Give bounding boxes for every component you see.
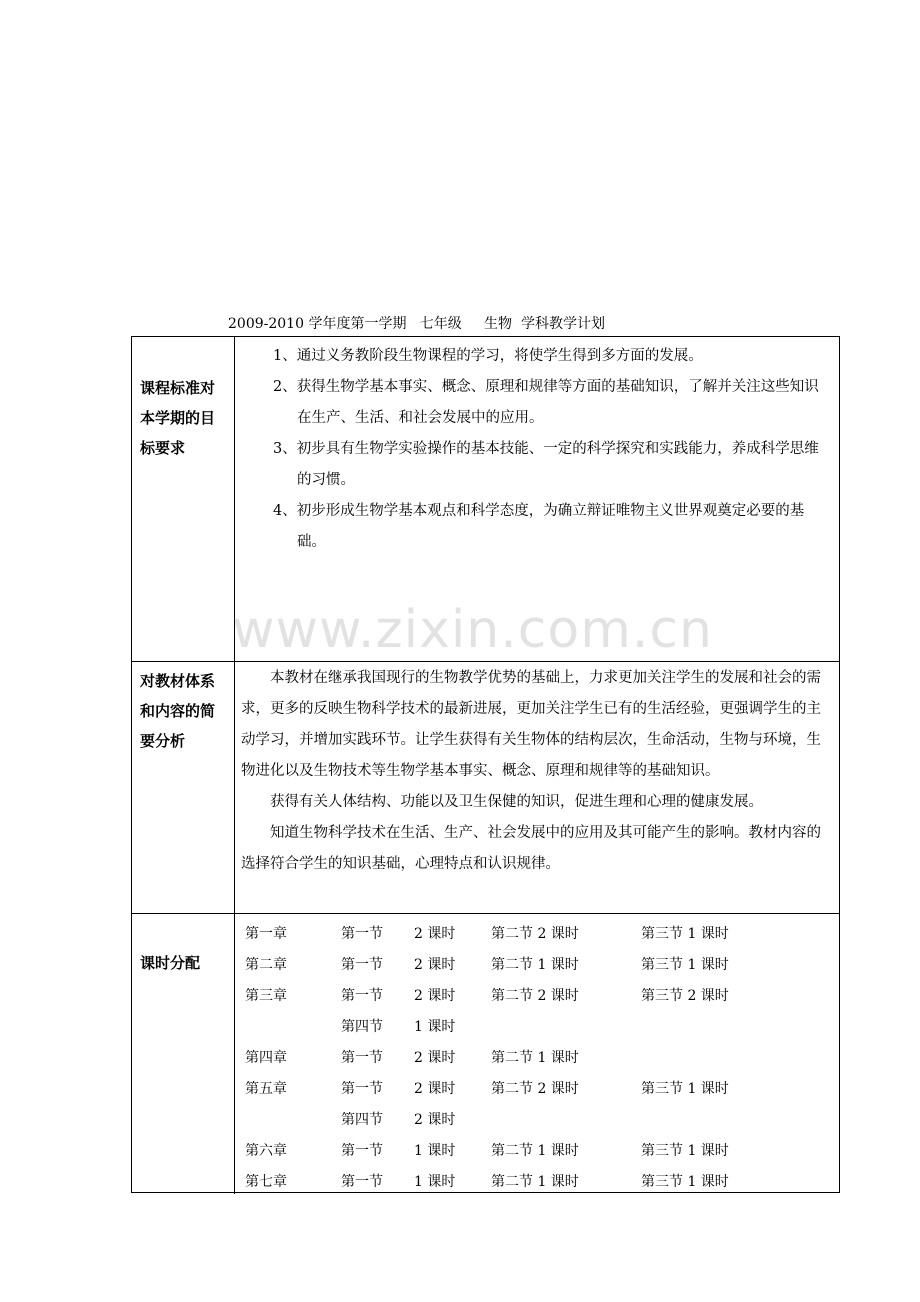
schedule-row (132, 914, 839, 1194)
section-cell: 第一节 (341, 1081, 383, 1097)
goals-row (132, 337, 839, 662)
schedule-line (235, 1167, 839, 1198)
section-2-cell: 第二节 2 课时 (491, 926, 579, 942)
schedule-line (235, 1043, 839, 1074)
schedule-line (235, 950, 839, 981)
chapter-cell: 第二章 (245, 957, 287, 973)
hours-cell: 2 课时 (414, 1050, 456, 1066)
chapter-cell: 第六章 (245, 1143, 287, 1159)
section-3-cell: 第三节 1 课时 (641, 1174, 729, 1190)
hours-cell: 1 课时 (414, 1143, 456, 1159)
teaching-plan-table (131, 336, 840, 1193)
section-cell: 第四节 (341, 1019, 383, 1035)
section-cell: 第一节 (341, 988, 383, 1004)
schedule-label: 课时分配 (132, 914, 235, 1194)
analysis-label: 对教材体系和内容的简要分析 (132, 662, 235, 913)
hours-cell: 2 课时 (414, 988, 456, 1004)
goal-item: 4、初步形成生物学基本观点和科学态度，为确立辩证唯物主义世界观奠定必要的基础。 (273, 503, 805, 550)
analysis-paragraph: 获得有关人体结构、功能以及卫生保健的知识，促进生理和心理的健康发展。 (270, 794, 763, 810)
goals-content (235, 337, 839, 661)
goal-item: 2、获得生物学基本事实、概念、原理和规律等方面的基础知识，了解并关注这些知识在生产、生活、和社会发展中的应用。 (273, 379, 819, 426)
hours-cell: 2 课时 (414, 926, 456, 942)
schedule-line (235, 1105, 839, 1136)
section-2-cell: 第二节 1 课时 (491, 1174, 579, 1190)
section-cell: 第一节 (341, 1143, 383, 1159)
hours-cell: 1 课时 (414, 1174, 456, 1190)
chapter-cell: 第四章 (245, 1050, 287, 1066)
analysis-paragraph: 本教材在继承我国现行的生物教学优势的基础上，力求更加关注学生的发展和社会的需求，更多的反映生物科学技术的最新进展，更加关注学生已有的生活经验，更强调学生的主动学习，并增加实践环节。让学生获得有关生物体的结构层次，生命活动，生物与环境，生物进化以及生物技术等生物学基本事实、概念、原理和规律等的基础知识。 (241, 670, 821, 779)
schedule-line (235, 1012, 839, 1043)
chapter-cell: 第三章 (245, 988, 287, 1004)
goal-item: 1、通过义务教阶段生物课程的学习，将使学生得到多方面的发展。 (273, 348, 703, 364)
analysis-row (132, 662, 839, 914)
hours-cell: 2 课时 (414, 1112, 456, 1128)
section-3-cell: 第三节 1 课时 (641, 1143, 729, 1159)
section-2-cell: 第二节 1 课时 (491, 957, 579, 973)
section-cell: 第一节 (341, 1050, 383, 1066)
section-3-cell: 第三节 1 课时 (641, 1081, 729, 1097)
analysis-content (235, 662, 839, 913)
section-2-cell: 第二节 1 课时 (491, 1050, 579, 1066)
schedule-line (235, 919, 839, 950)
hours-cell: 1 课时 (414, 1019, 456, 1035)
section-3-cell: 第三节 1 课时 (641, 926, 729, 942)
goal-item: 3、初步具有生物学实验操作的基本技能、一定的科学探究和实践能力，养成科学思维的习惯。 (273, 441, 819, 488)
chapter-cell: 第五章 (245, 1081, 287, 1097)
section-cell: 第四节 (341, 1112, 383, 1128)
hours-cell: 2 课时 (414, 957, 456, 973)
schedule-content (235, 914, 839, 1194)
analysis-paragraph: 知道生物科学技术在生活、生产、社会发展中的应用及其可能产生的影响。教材内容的选择符合学生的知识基础，心理特点和认识规律。 (241, 825, 821, 872)
section-2-cell: 第二节 2 课时 (491, 988, 579, 1004)
section-2-cell: 第二节 2 课时 (491, 1081, 579, 1097)
section-cell: 第一节 (341, 1174, 383, 1190)
document-title: 2009-2010 学年度第一学期 七年级 生物 学科教学计划 (228, 316, 605, 332)
watermark: www.zixin.com.cn (232, 600, 713, 660)
goals-label: 课程标准对本学期的目标要求 (132, 337, 235, 661)
chapter-cell: 第七章 (245, 1174, 287, 1190)
hours-cell: 2 课时 (414, 1081, 456, 1097)
section-2-cell: 第二节 1 课时 (491, 1143, 579, 1159)
section-cell: 第一节 (341, 926, 383, 942)
schedule-line (235, 981, 839, 1012)
schedule-line (235, 1074, 839, 1105)
section-3-cell: 第三节 2 课时 (641, 988, 729, 1004)
section-cell: 第一节 (341, 957, 383, 973)
schedule-line (235, 1136, 839, 1167)
section-3-cell: 第三节 1 课时 (641, 957, 729, 973)
chapter-cell: 第一章 (245, 926, 287, 942)
